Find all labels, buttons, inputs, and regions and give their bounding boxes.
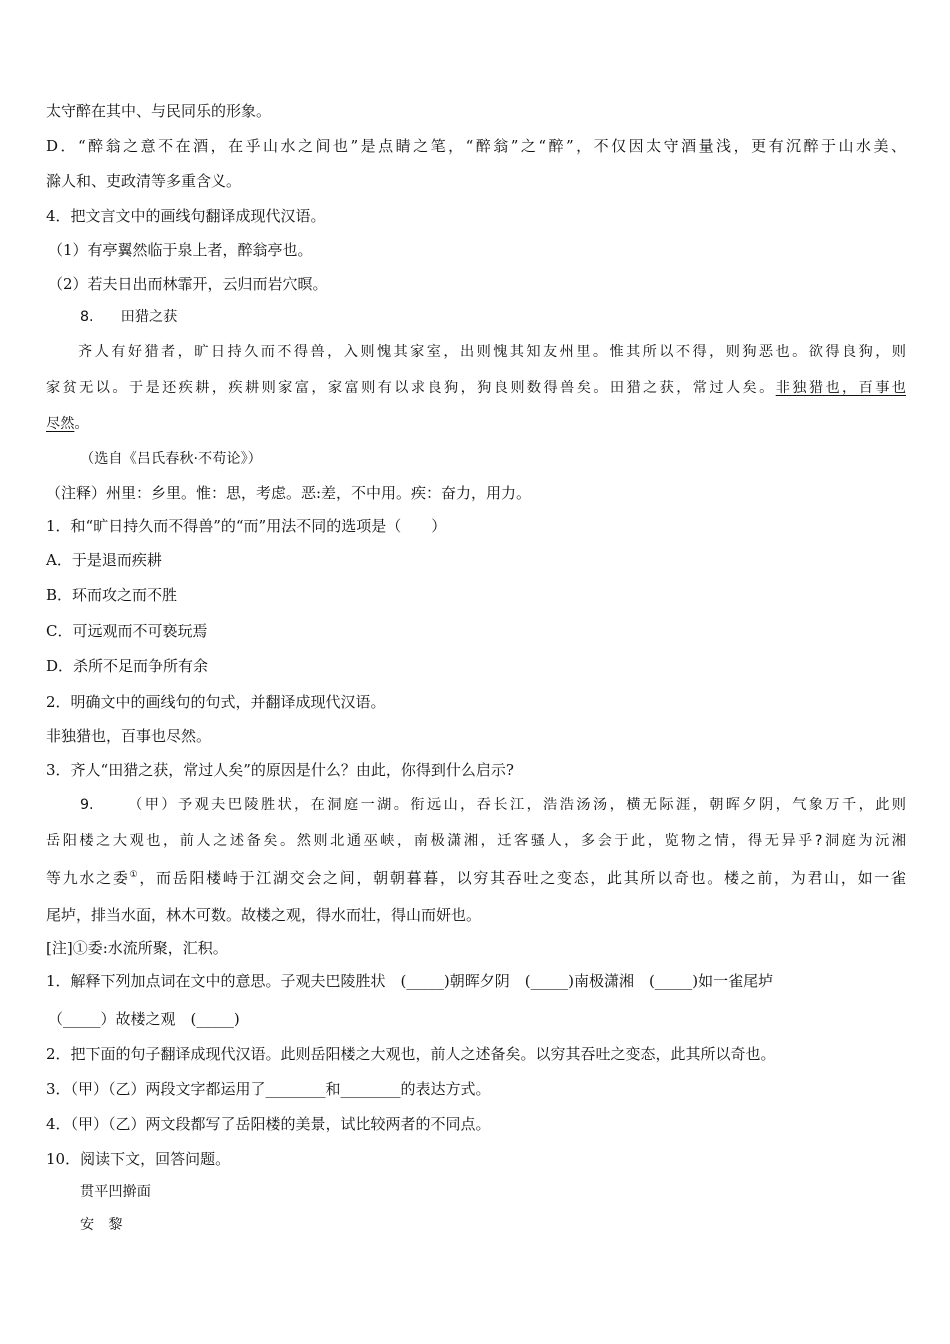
sub-question-1: （1）有亭翼然临于泉上者，醉翁亭也。 (48, 241, 313, 259)
question-9-1: 1．解释下列加点词在文中的意思。子观夫巴陵胜状 (_____)朝晖夕阴 (_____)南极潇湘 (_____)如一雀尾垆 (46, 972, 774, 990)
passage-8-paragraph: 齐人有好猎者，旷日持久而不得兽，入则愧其家室，出则愧其知友州里。惟其所以不得，则狗恶也。欲得良狗，则 (78, 344, 906, 360)
sub-question-2: （2）若夫日出而林霏开，云归而岩穴暝。 (48, 275, 328, 293)
passage-source: （选自《吕氏春秋·不苟论》） (80, 451, 262, 467)
question-4: 4．把文言文中的画线句翻译成现代汉语。 (46, 207, 326, 225)
passage-number: 8. (80, 309, 94, 325)
option-b: B．环而攻之而不胜 (46, 586, 178, 604)
passage-9-line: 尾垆，排当水面，林木可数。故楼之观，得水而壮，得山而妍也。 (46, 906, 482, 924)
option-d: D．杀所不足而争所有余 (46, 657, 209, 675)
passage-9-paragraph (80, 795, 906, 815)
passage-8-line (46, 378, 906, 398)
option-c: C．可远观而不可亵玩焉 (46, 622, 208, 640)
passage-9-line: 岳阳楼之大观也，前人之述备矣。然则北通巫峡，南极潇湘，迁客骚人，多会于此，览物之情，得无异乎?洞庭为沅湘 (46, 833, 906, 849)
passage-text: 家贫无以。于是还疾耕，疾耕则家富，家富则有以求良狗，狗良则数得兽矣。田猎之获，常过人矣。 (46, 380, 776, 396)
question-8-3: 3．齐人“田猎之获，常过人矣”的原因是什么？由此，你得到什么启示? (46, 761, 514, 779)
underlined-sentence: 尽然 (46, 416, 75, 432)
question-8-2: 2．明确文中的画线句的句式，并翻译成现代汉语。 (46, 693, 386, 711)
question-9-2: 2．把下面的句子翻译成现代汉语。此则岳阳楼之大观也，前人之述备矣。以穷其吞吐之变态，此其所以奇也。 (46, 1045, 776, 1063)
passage-title: 田猎之获 (120, 309, 178, 325)
passage-text: 。 (74, 416, 89, 432)
underlined-sentence: 非独猎也，百事也 (775, 380, 906, 396)
passage-9-line (46, 868, 906, 888)
article-title: 贯平凹擀面 (80, 1184, 151, 1200)
question-9-4: 4．（甲）（乙）两文段都写了岳阳楼的美景，试比较两者的不同点。 (46, 1115, 491, 1133)
question-9-1-cont: （_____）故楼之观 (_____) (48, 1010, 240, 1028)
question-9-3: 3．（甲）（乙）两段文字都运用了________和________的表达方式。 (46, 1080, 491, 1098)
footnote-marker: ① (129, 870, 140, 880)
question-8-1: 1．和“旷日持久而不得兽”的“而”用法不同的选项是（ ） (46, 517, 447, 535)
article-author: 安 黎 (80, 1217, 123, 1233)
question-8-2-sentence: 非独猎也，百事也尽然。 (46, 727, 212, 745)
passage-text: ，而岳阳楼峙于江湖交会之间，朝朝暮暮，以穷其吞吐之变态，此其所以奇也。楼之前，为君山，如一雀 (139, 869, 906, 887)
annotation: [注]①委:水流所聚，汇积。 (46, 939, 228, 957)
passage-text: （甲）予观夫巴陵胜状，在洞庭一湖。衔远山，吞长江，浩浩汤汤，横无际涯，朝晖夕阴，气象万千，此则 (128, 797, 906, 813)
passage-number: 9. (80, 797, 94, 813)
passage-8-line (46, 414, 89, 434)
option-a: A．于是退而疾耕 (46, 551, 162, 569)
question-10: 10．阅读下文，回答问题。 (46, 1150, 231, 1168)
option-d-line: D．“醉翁之意不在酒，在乎山水之间也”是点睛之笔，“醉翁”之“醉”，不仅因太守酒量浅，更有沉醉于山水美、 (46, 137, 906, 155)
annotation: （注释）州里：乡里。惟：思，考虑。恶:差，不中用。疾：奋力，用力。 (46, 484, 532, 502)
text-line: 滁人和、吏政清等多重含义。 (46, 172, 242, 190)
passage-text: 等九水之委 (46, 869, 130, 887)
passage-8-heading (80, 307, 177, 327)
text-line: 太守醉在其中、与民同乐的形象。 (46, 102, 272, 120)
